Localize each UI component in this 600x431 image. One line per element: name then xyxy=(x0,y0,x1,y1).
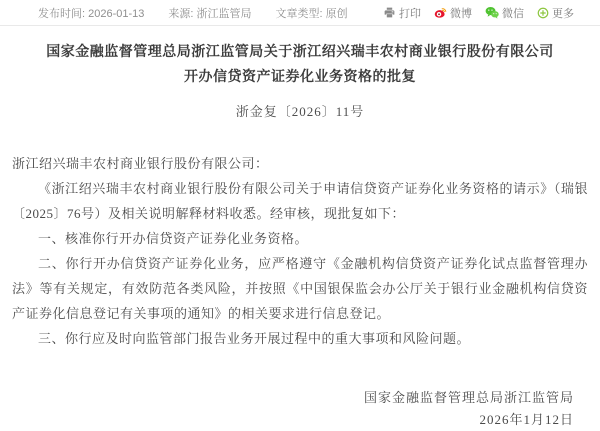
source-label: 来源: xyxy=(168,7,194,20)
more-plus-icon xyxy=(537,7,549,19)
more-share-button[interactable] xyxy=(537,5,574,21)
paragraph-item-2: 二、你行开办信贷资产证券化业务，应严格遵守《金融机构信贷资产证券化试点监督管理办法》等有关规定，有效防范各类风险，并按照《中国银保监会办公厅关于银行业金融机构信贷资产证券化信息登记有关事项的通知》的相关要求进行信息登记。 xyxy=(12,256,588,321)
weibo-label: 微博 xyxy=(450,7,472,20)
document-body xyxy=(12,151,588,351)
more-label: 更多 xyxy=(552,7,574,20)
wechat-icon xyxy=(485,6,499,19)
meta-info xyxy=(38,5,348,21)
print-label: 打印 xyxy=(399,7,421,20)
share-toolbar xyxy=(383,5,574,21)
wechat-label: 微信 xyxy=(502,7,524,20)
page-title-line2: 开办信贷资产证券化业务资格的批复 xyxy=(184,68,416,84)
page-title-line1: 国家金融监督管理总局浙江监管局关于浙江绍兴瑞丰农村商业银行股份有限公司 xyxy=(46,43,554,59)
article-type-label: 文章类型: xyxy=(275,7,323,20)
print-button[interactable] xyxy=(383,5,421,21)
document-number: 浙金复〔2026〕11号 xyxy=(235,104,365,119)
weibo-icon xyxy=(434,6,447,19)
publish-time-value: 2026-01-13 xyxy=(88,7,145,20)
paragraph-item-3: 三、你行应及时向监管部门报告业务开展过程中的重大事项和风险问题。 xyxy=(38,331,471,346)
paragraph-intro: 《浙江绍兴瑞丰农村商业银行股份有限公司关于申请信贷资产证券化业务资格的请示》（瑞银〔2025〕76号）及相关说明解释材料收悉。经审核，现批复如下： xyxy=(12,181,588,221)
publish-time-label: 发布时间: xyxy=(38,7,86,20)
page-title xyxy=(28,39,572,89)
article-type-value: 原创 xyxy=(325,7,348,20)
issuer-name: 国家金融监督管理总局浙江监管局 xyxy=(363,390,574,405)
issue-date: 2026年1月12日 xyxy=(479,412,574,427)
salutation: 浙江绍兴瑞丰农村商业银行股份有限公司： xyxy=(12,156,269,171)
source xyxy=(168,5,251,21)
publish-time xyxy=(38,5,144,21)
meta-bar xyxy=(0,0,600,26)
weibo-share-button[interactable] xyxy=(434,5,472,21)
signature-block xyxy=(0,387,600,431)
paragraph-item-1: 一、核准你行开办信贷资产证券化业务资格。 xyxy=(38,231,309,246)
source-value: 浙江监管局 xyxy=(196,7,252,20)
article-type xyxy=(276,5,348,21)
wechat-share-button[interactable] xyxy=(485,5,524,21)
printer-icon xyxy=(383,6,396,19)
